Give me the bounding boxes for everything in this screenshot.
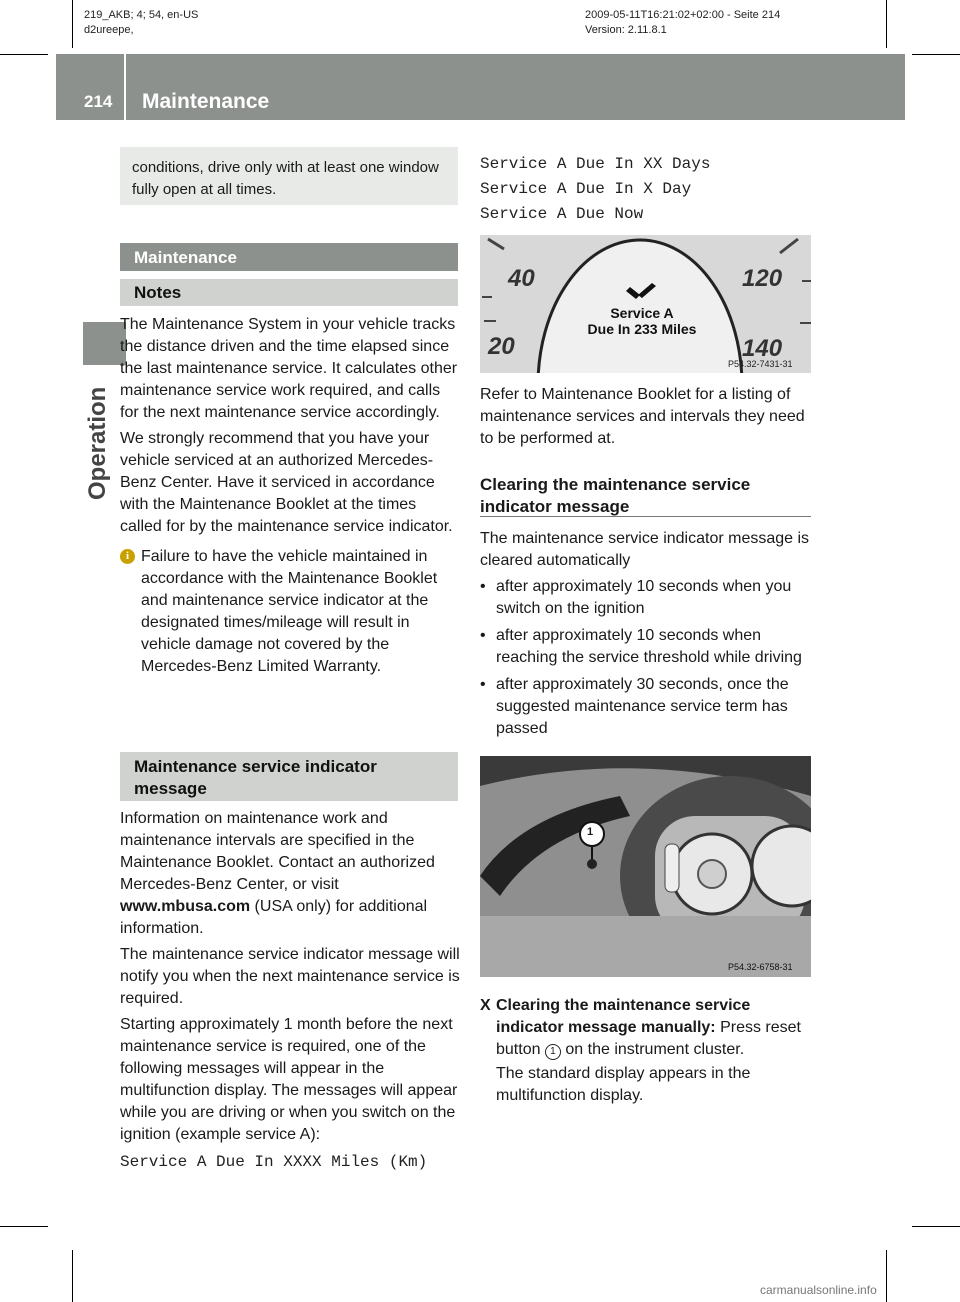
notes-body [120,314,462,678]
section-heading-text: Maintenance [134,248,237,267]
message-paragraph: The maintenance service indicator message will notify you when the next maintenance service is required. [120,946,460,1007]
display-message: Service A Due In X Day [480,180,692,198]
clearing-heading: Clearing the maintenance service indicator message [480,475,751,516]
action-result: The standard display appears in the multifunction display. [496,1065,751,1104]
action-item [480,995,815,1061]
heading-rule [480,516,811,517]
action-step [480,995,815,1107]
message-paragraph: Starting approximately 1 month before the next maintenance service is required, one of the following messages will appear in the multifunction display. The messages will appear while you are driving or when you switch on the ignition (example service A): [120,1016,458,1143]
page-number-block [56,54,124,120]
display-text [562,305,722,337]
gauge-label: 140 [742,335,783,362]
list-item: • after approximately 10 seconds when reaching the service threshold while driving [480,625,815,669]
gauge-label: 40 [508,265,535,292]
crop-mark [72,0,73,48]
intro-box-text: conditions, drive only with at least one window fully open at all times. [132,159,439,198]
crop-mark [886,1250,887,1302]
display-line: Service A [610,305,674,321]
mbusa-link[interactable]: www.mbusa.com [120,898,251,915]
display-line: Due In 233 Miles [587,321,697,337]
instrument-display-image [480,235,811,373]
gauge-label: 20 [488,333,515,360]
display-message: Service A Due Now [480,205,644,223]
info-text: Failure to have the vehicle maintained in accordance with the Maintenance Booklet and maintenance service indicator at the designated times/mileage will result in vehicle damage not covered by the Mercedes-Benz Limited Warranty. [141,548,438,675]
cluster-illustration [480,756,811,977]
meta-doc-id: 219_AKB; 4; 54, en-US [84,9,199,21]
message-text: Information on maintenance work and maintenance intervals are specified in the Maintenance Booklet. Contact an authorized Mercedes-Benz Center, or visit [120,810,435,893]
message-heading [120,752,458,801]
action-title: Clearing the maintenance service indicator message manually: [496,997,751,1036]
clearing-paragraph: The maintenance service indicator message is cleared automatically [480,530,810,569]
info-icon: i [120,549,135,564]
refer-text: Refer to Maintenance Booklet for a listing of maintenance services and intervals they need to be performed at. [480,386,805,447]
page-number: 214 [84,92,113,111]
gauge-label: 120 [742,265,783,292]
display-message: Service A Due In XX Days [480,155,711,173]
message-text: (USA only) for additional information. [120,898,428,937]
info-note [120,546,462,678]
notes-paragraph: We strongly recommend that you have your vehicle serviced at an authorized Mercedes-Benz Center. Have it serviced in accordance with the Maintenance Booklet at the times called for by the maintenance service indicator. [120,430,453,535]
crop-mark [912,1226,960,1227]
notes-heading-text: Notes [134,283,182,302]
image-code: P54.32-7431-31 [728,359,793,369]
section-heading [120,243,458,271]
crop-mark [0,1226,48,1227]
image-code: P54.32-6758-31 [728,962,793,972]
crop-mark [72,1250,73,1302]
display-message: Service A Due In XXXX Miles (Km) [120,1153,428,1171]
meta-version: Version: 2.11.8.1 [585,24,667,36]
message-heading-text: Maintenance service indicator message [134,757,377,798]
intro-box [120,147,458,205]
notes-paragraph: The Maintenance System in your vehicle tracks the distance driven and the time elapsed since the last maintenance service. It calculates other maintenance service work required, and calls for the next maintenance service accordingly. [120,316,458,421]
message-paragraph [120,808,462,940]
action-text: Press reset button [496,1019,801,1058]
action-text: on the instrument cluster. [560,1041,745,1058]
list-item: • after approximately 30 seconds, once the suggested maintenance service term has passed [480,674,815,740]
message-body [120,808,462,1175]
crop-mark [0,54,48,55]
meta-timestamp: 2009-05-11T16:21:02+02:00 - Seite 214 [585,9,781,21]
clearing-body [480,528,815,745]
reset-button-callout: 1 [545,1044,561,1060]
section-side-label: Operation [84,386,111,500]
instrument-cluster-image [480,756,811,977]
crop-mark [912,54,960,55]
list-item: • after approximately 10 seconds when you switch on the ignition [480,576,815,620]
meta-doc-code: d2ureepe, [84,24,134,36]
callout-number: 1 [587,826,594,838]
notes-heading [120,279,458,306]
crop-mark [886,0,887,48]
watermark: carmanualsonline.info [760,1283,877,1297]
page-title: Maintenance [142,90,270,113]
